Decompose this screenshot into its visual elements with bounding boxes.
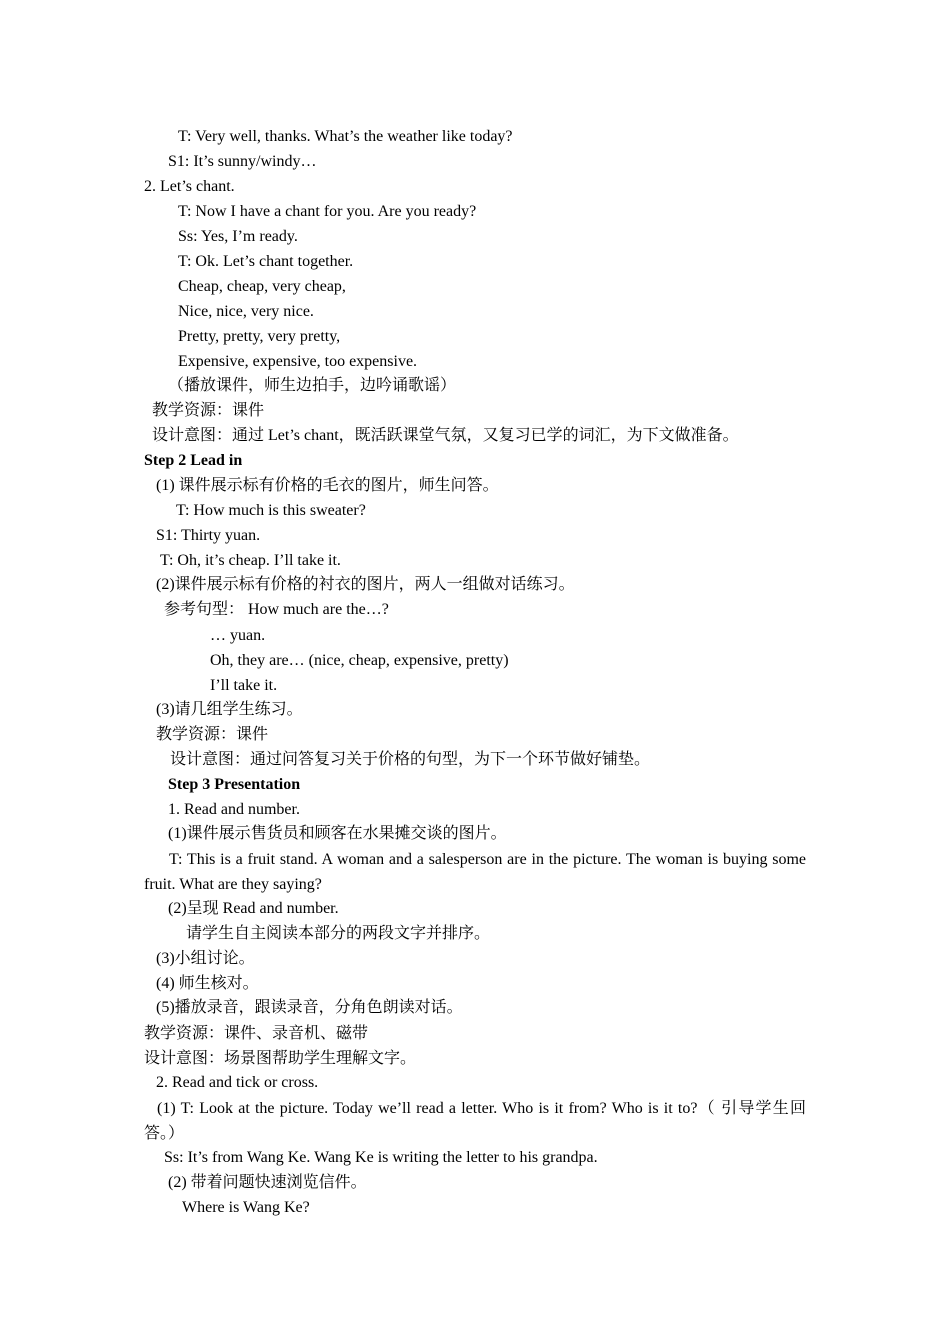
pattern-line: I’ll take it. [210,677,278,694]
step-heading: Step 3 Presentation [168,776,301,793]
dialogue-line: T: Now I have a chant for you. Are you ready? [178,203,477,220]
body-line: (1)课件展示售货员和顾客在水果摊交谈的图片。 [168,825,507,842]
resource-line: 教学资源：课件 [156,726,269,743]
design-intent-line: 设计意图：通过 Let’s chant，既活跃课堂气氛，又复习已学的词汇，为下文做准备。 [152,427,739,444]
chant-line: Nice, nice, very nice. [178,303,314,320]
resource-line: 教学资源：课件、录音机、磁带 [144,1025,369,1042]
body-paragraph: (1) T: Look at the picture. Today we’ll read a letter. Who is it from? Who is it to?（ 引导学生回答。） [144,1100,806,1142]
dialogue-line: T: How much is this sweater? [176,502,366,519]
body-line: 请学生自主阅读本部分的两段文字并排序。 [186,925,491,942]
dialogue-line: S1: Thirty yuan. [156,527,261,544]
section-heading: 1. Read and number. [168,801,300,818]
dialogue-line: T: Very well, thanks. What’s the weather like today? [178,128,513,145]
body-line: (3)小组讨论。 [156,950,255,967]
pattern-line: Oh, they are… (nice, cheap, expensive, pretty) [210,652,509,669]
design-intent-line: 设计意图：通过问答复习关于价格的句型，为下一个环节做好铺垫。 [170,751,651,768]
step-heading: Step 2 Lead in [144,452,243,469]
body-line: (4) 师生核对。 [156,975,259,992]
dialogue-line: T: Ok. Let’s chant together. [178,253,354,270]
body-line: (1) 课件展示标有价格的毛衣的图片，师生问答。 [156,477,499,494]
body-line: (3)请几组学生练习。 [156,701,303,718]
note-line: （播放课件，师生边拍手，边吟诵歌谣） [168,377,457,394]
dialogue-line: Ss: It’s from Wang Ke. Wang Ke is writing the letter to his grandpa. [164,1149,598,1166]
chant-line: Pretty, pretty, very pretty, [178,328,341,345]
chant-line: Cheap, cheap, very cheap, [178,278,346,295]
body-line: (2)呈现 Read and number. [168,900,339,917]
chant-line: Expensive, expensive, too expensive. [178,353,418,370]
dialogue-line: S1: It’s sunny/windy… [168,153,317,170]
resource-line: 教学资源：课件 [152,402,265,419]
body-line: (5)播放录音，跟读录音，分角色朗读对话。 [156,999,463,1016]
section-heading: 2. Read and tick or cross. [156,1074,319,1091]
design-intent-line: 设计意图：场景图帮助学生理解文字。 [144,1050,417,1067]
dialogue-line: T: Oh, it’s cheap. I’ll take it. [160,552,341,569]
pattern-line: 参考句型： How much are the…? [164,601,389,618]
body-line: (2) 带着问题快速浏览信件。 [168,1174,367,1191]
pattern-line: … yuan. [210,627,266,644]
question-line: Where is Wang Ke? [182,1199,310,1216]
body-line: (2)课件展示标有价格的衬衣的图片，两人一组做对话练习。 [156,576,575,593]
section-heading: 2. Let’s chant. [144,178,235,195]
dialogue-line: Ss: Yes, I’m ready. [178,228,298,245]
body-paragraph: T: This is a fruit stand. A woman and a salesperson are in the picture. The woman is buying some fruit. What are they saying? [144,851,806,893]
